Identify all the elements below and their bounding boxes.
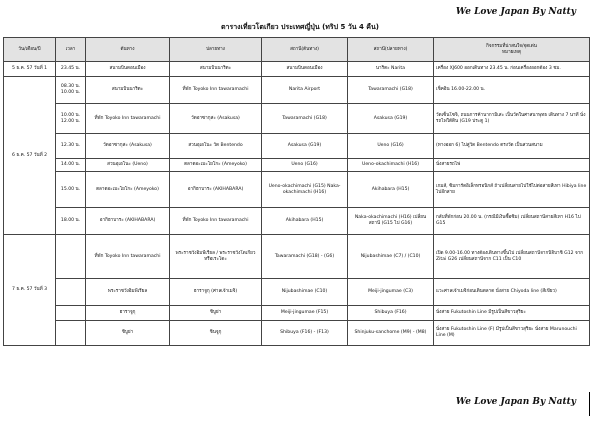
row-station-from: Shibuya (F16) - (F13): [262, 321, 348, 346]
row-destination: สนามบินนาริตะ: [170, 62, 262, 77]
col-header-activity: [434, 38, 590, 62]
row-station-from: Narita Airport: [262, 77, 348, 104]
table-row: [4, 235, 590, 279]
row-station-from: สนามบินดอนเมือง: [262, 62, 348, 77]
row-destination: ที่พัก Toyoko Inn tawaramachi: [170, 208, 262, 235]
table-row: [4, 77, 590, 104]
table-row: [4, 134, 590, 159]
page-title: ตารางเที่ยวโตเกียว ประเทศญี่ปุ่น (ทริป 5 วัน 4 คืน): [221, 23, 379, 31]
row-destination: วัดอาซากุสะ (Asakusa): [170, 104, 262, 134]
row-destination: สวนอุเอโนะ วัด Bentendo: [170, 134, 262, 159]
col-header-station-to: สถานี(ปลายทาง): [348, 38, 434, 62]
table-row: [4, 321, 590, 346]
row-station-to: Naka-okachimachi (H16) เปลี่ยนสถานี (G15 ไป G16): [348, 208, 434, 235]
row-activity: เช็คอิน 16.00-22.00 น.: [434, 77, 590, 104]
col-header-destination: ปลายทาง: [170, 38, 262, 62]
row-origin: ฮาราจูกุ: [86, 306, 170, 321]
row-activity: นั่งสายรถไฟ: [434, 159, 590, 172]
row-time: 23.45 น.: [56, 62, 86, 77]
row-station-to: Ueno (G16): [348, 134, 434, 159]
col-header-activity-label: กิจกรรมที่น่าสนใจ/จุดเด่น: [486, 43, 537, 49]
table-row: [4, 279, 590, 306]
row-destination: อากิฮาบาระ (AKIHABARA): [170, 172, 262, 208]
table-row: [4, 208, 590, 235]
row-station-from: Meiji-jingumae (F15): [262, 306, 348, 321]
row-station-to: Shibuya (F16): [348, 306, 434, 321]
row-time: 10.00 น. 12.00 น.: [56, 104, 86, 134]
col-header-date: วัน/เดือน/ปี: [4, 38, 56, 62]
itinerary-table: [3, 37, 590, 346]
row-origin: ที่พัก Toyoko Inn tawaramachi: [86, 235, 170, 279]
row-destination: พระราชวังอิมพีเรียล / พระราชวังโตเกียว หรือเระโดะ: [170, 235, 262, 279]
row-destination: ชิบูย่า: [170, 306, 262, 321]
row-origin: อากิฮาบาระ (AKIHABARA): [86, 208, 170, 235]
col-header-note-label: หมายเหตุ: [502, 49, 521, 55]
row-station-to: นาริตะ Narita: [348, 62, 434, 77]
row-activity: วัดเซ็นโซจิ, ถนนการค้านากามิเสะ เป็นวัดในศาสนาพุทธ เดินทาง 7 นาที นั่งรถไฟใต้ดิน (G19 ประตู 1): [434, 104, 590, 134]
table-header-row: [4, 38, 590, 62]
row-station-from: Ueno (G16): [262, 159, 348, 172]
row-time: [56, 321, 86, 346]
row-station-to: Meiji-jingumae (C3): [348, 279, 434, 306]
row-destination: ฮาราจูกุ (ศาลเจ้าเมจิ): [170, 279, 262, 306]
row-station-to: Asakusa (G19): [348, 104, 434, 134]
row-origin: วัดอาซากุสะ (Asakusa): [86, 134, 170, 159]
row-station-from: Ueno-okachimachi (G15) Naka-okachimachi (H16): [262, 172, 348, 208]
row-origin: สนามบินดอนเมือง: [86, 62, 170, 77]
row-activity: กลับที่พักก่อน 20.00 น. (กรณีมีเงินซื้อซิม) เปลี่ยนสถานีสายสีเทา H16 ไป G15: [434, 208, 590, 235]
row-station-from: Asakusa (G19): [262, 134, 348, 159]
row-destination: ตลาดอะเมะโยโกะ (Ameyoko): [170, 159, 262, 172]
row-origin: สวนอุเอโนะ (Ueno): [86, 159, 170, 172]
day-date: [4, 62, 56, 77]
row-time: 08.30 น. 10.00 น.: [56, 77, 86, 104]
row-station-from: Akihabara (H15): [262, 208, 348, 235]
table-row: [4, 62, 590, 77]
day-number-text: วันที่ 3: [33, 287, 48, 293]
row-origin: พระราชวังอิมพีเรียล: [86, 279, 170, 306]
row-activity: นั่งสาย Fukutoshin Line มีรูปเป็นสีขาวสุริยะ: [434, 306, 590, 321]
row-activity: เครื่อง XJ600 ออกเดินทาง 23.45 น. ก่อนเครื่องออกต้อง 3 ชม.: [434, 62, 590, 77]
table-row: [4, 306, 590, 321]
table-row: [4, 159, 590, 172]
col-header-origin: ต้นทาง: [86, 38, 170, 62]
row-station-to: Akihabara (H15): [348, 172, 434, 208]
row-station-from: Nijubashimae (C10): [262, 279, 348, 306]
table-row: [4, 172, 590, 208]
row-station-to: Shinjuku-sanchome (M9) - (M8): [348, 321, 434, 346]
row-destination: ชินจูกุ: [170, 321, 262, 346]
day-number-text: วันที่ 1: [33, 66, 48, 72]
row-origin: สนามบินนาริตะ: [86, 77, 170, 104]
day-date: [4, 235, 56, 346]
row-activity: เกมส์, ซิมการ์ดอิเล็กทรอนิกส์ ถ้าเปลี่ยนสายไปใช้ไปต่อสายสีเทา Hibiya line ไปอีกสาย: [434, 172, 590, 208]
brand-footer: We Love Japan By Natty: [455, 397, 576, 407]
day-number-text: วันที่ 2: [33, 152, 48, 158]
row-destination: ที่พัก Toyoko Inn tawaramachi: [170, 77, 262, 104]
col-header-station-from: สถานี(ต้นทาง): [262, 38, 348, 62]
crop-mark: [589, 392, 590, 416]
row-activity: แวะศาลเจ้าเมจิก่อนเดินตลาด นั่งสาย Chiyoda line (สีเขียว): [434, 279, 590, 306]
day-date-text: 5 ธ.ค. 57: [11, 66, 33, 72]
table-row: [4, 104, 590, 134]
day-date: [4, 77, 56, 235]
row-time: [56, 306, 86, 321]
row-activity: (ทางออก 6) ไปสู่วัด Bentendo ตรงวัด เป็นสวนสนาม: [434, 134, 590, 159]
row-time: [56, 279, 86, 306]
row-activity: เปิด 9.00-16.00 ทางต้องเดินทางขึ้นไป เปลี่ยนสถานีจากนิจิบาชิ G12 จาก Zitai G26 เปลี่ยนสถานีจาก C11 เป็น C10: [434, 235, 590, 279]
col-header-time: เวลา: [56, 38, 86, 62]
row-station-from: Tawaramachi (G18): [262, 104, 348, 134]
row-station-to: Nijubashimae (C7) / (C10): [348, 235, 434, 279]
row-station-to: Ueno-okachimachi (H16): [348, 159, 434, 172]
row-time: 14.00 น.: [56, 159, 86, 172]
row-time: 15.00 น.: [56, 172, 86, 208]
row-origin: ชิบูย่า: [86, 321, 170, 346]
row-time: [56, 235, 86, 279]
row-time: 12.30 น.: [56, 134, 86, 159]
day-date-text: 7 ธ.ค. 57: [11, 287, 33, 293]
row-activity: นั่งสาย Fukutoshin Line (F) มีรูปเป็นสีขาวสุริยะ นั่งสาย Marunouchi Line (M): [434, 321, 590, 346]
brand-header: We Love Japan By Natty: [455, 7, 576, 17]
day-date-text: 6 ธ.ค. 57: [11, 152, 33, 158]
row-time: 18.00 น.: [56, 208, 86, 235]
row-origin: ตลาดอะเมะโยโกะ (Ameyoko): [86, 172, 170, 208]
row-station-from: Tawaramachi (G18) - (G6): [262, 235, 348, 279]
row-origin: ที่พัก Toyoko Inn tawaramachi: [86, 104, 170, 134]
row-station-to: Tawaramachi (G18): [348, 77, 434, 104]
